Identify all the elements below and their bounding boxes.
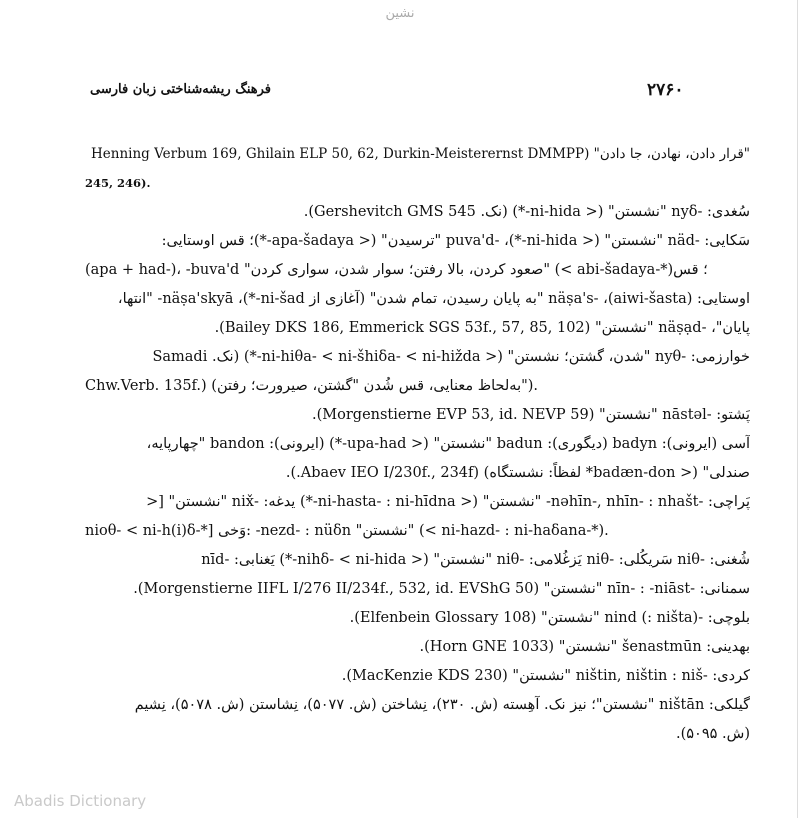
text-line: nioθ- < ni-h(i)δ-*] وَخی: -nezd- : nüδn "نشستن" (< ni-hazd- : ni-haδana-*).	[85, 523, 609, 539]
text-line: پَراچی: -nəhīn-, nhīn- : nhašt- "نشستن" (< ni-hasta- : ni-hīdna-*) یدغه: -nix̌ "نشستن" [<	[146, 494, 750, 510]
text-line: شُغنی: -niθ سَریکُلی: -niθ یَزغُلامی: -niθ "نشستن" (< nihδ- < ni-hida-*) یَغنابی: -nīd	[201, 552, 750, 568]
text-line: "قرار دادن، نهادن، جا دادن" (Henning Verbum 169, Ghilain ELP 50, 62, Durkin-Meisterernst DMMPP	[91, 146, 750, 162]
text-line: (apa + had-)، -buva'd "صعود کردن، بالا رفتن؛ سوار شدن، سواری کردن" (< abi-šadaya-*)؛ قس	[85, 262, 708, 278]
book-title: فرهنگ ریشه‌شناختی زبان فارسی	[90, 82, 271, 97]
page-right-rule	[797, 0, 798, 818]
text-line: Chw.Verb. 135f.) (به‌لحاظ معنایی، قس شُدن "گشتن، صیرورت؛ رفتن").	[85, 378, 539, 394]
page-top-title: نشین	[385, 6, 415, 21]
text-line: بلوچی: -nind (: ništa) "نشستن" (Elfenbein Glossary 108).	[349, 610, 750, 626]
text-line: خوارزمی: -nyθ "شدن، گشتن؛ نشستن" (< ni-hiθa- < ni-šhiδa- < ni-hižda-*) (نک. Samadi	[152, 349, 750, 365]
text-line: سُغدی: -nyδ "نشستن" (< ni-hida-*) (نک. Gershevitch GMS 545).	[303, 204, 750, 220]
text-line: 245, 246).	[85, 176, 151, 190]
text-line: اوستایی: (aiwi-šasta)، -näṣa's "به پایان رسیدن، تمام شدن" (آغازی از ni-šad-*)، näṣa'skyā- "انتها،	[117, 291, 750, 307]
text-line: سَکایی: -näd "نشستن" (< ni-hida-*)، -puva'd "ترسیدن" (< apa-šadaya-*)؛ قس اوستایی:	[161, 233, 750, 249]
text-line: (ش. ۵۰۹۵).	[675, 726, 750, 742]
text-line: آسی (ایرونی): badyn (دیگوری): badun "نشستن" (< upa-had-*) (ایرونی): bandon "چهارپایه،	[146, 436, 750, 452]
dictionary-entry	[85, 140, 750, 749]
text-line: صندلی" (< badæn-don* لفظاً: نشستگاه) (Abaev IEO I/230f., 234f.).	[285, 465, 750, 481]
text-line: پَشتو: -nāstəl "نشستن" (Morgenstierne EVP 53, id. NEVP 59).	[312, 407, 750, 423]
text-line: گیلکی: ništān "نشستن"؛ نیز نک. آهِسته (ش. ۲۳۰)، نِشاختن (ش. ۵۰۷۷)، نِشاستن (ش. ۵۰۷۸)، نِشیم	[134, 697, 750, 713]
text-line: سمنانی: -nīn- : -niāst "نشستن" (Morgenstierne IIFL I/276 II/234f., 532, id. EVShG 50).	[133, 581, 750, 597]
page-number: ۲۷۶۰	[647, 80, 684, 100]
text-line: پایان"، -näṣạd "نشستن" (Bailey DKS 186, Emmerick SGS 53f., 57, 85, 102).	[214, 320, 750, 336]
text-line: کردی: -ništin, ništin : niš "نشستن" (MacKenzie KDS 230).	[341, 668, 750, 684]
watermark: Abadis Dictionary	[14, 792, 147, 810]
text-line: بهدینی: šenastmūn "نشستن" (Horn GNE 1033).	[419, 639, 750, 655]
